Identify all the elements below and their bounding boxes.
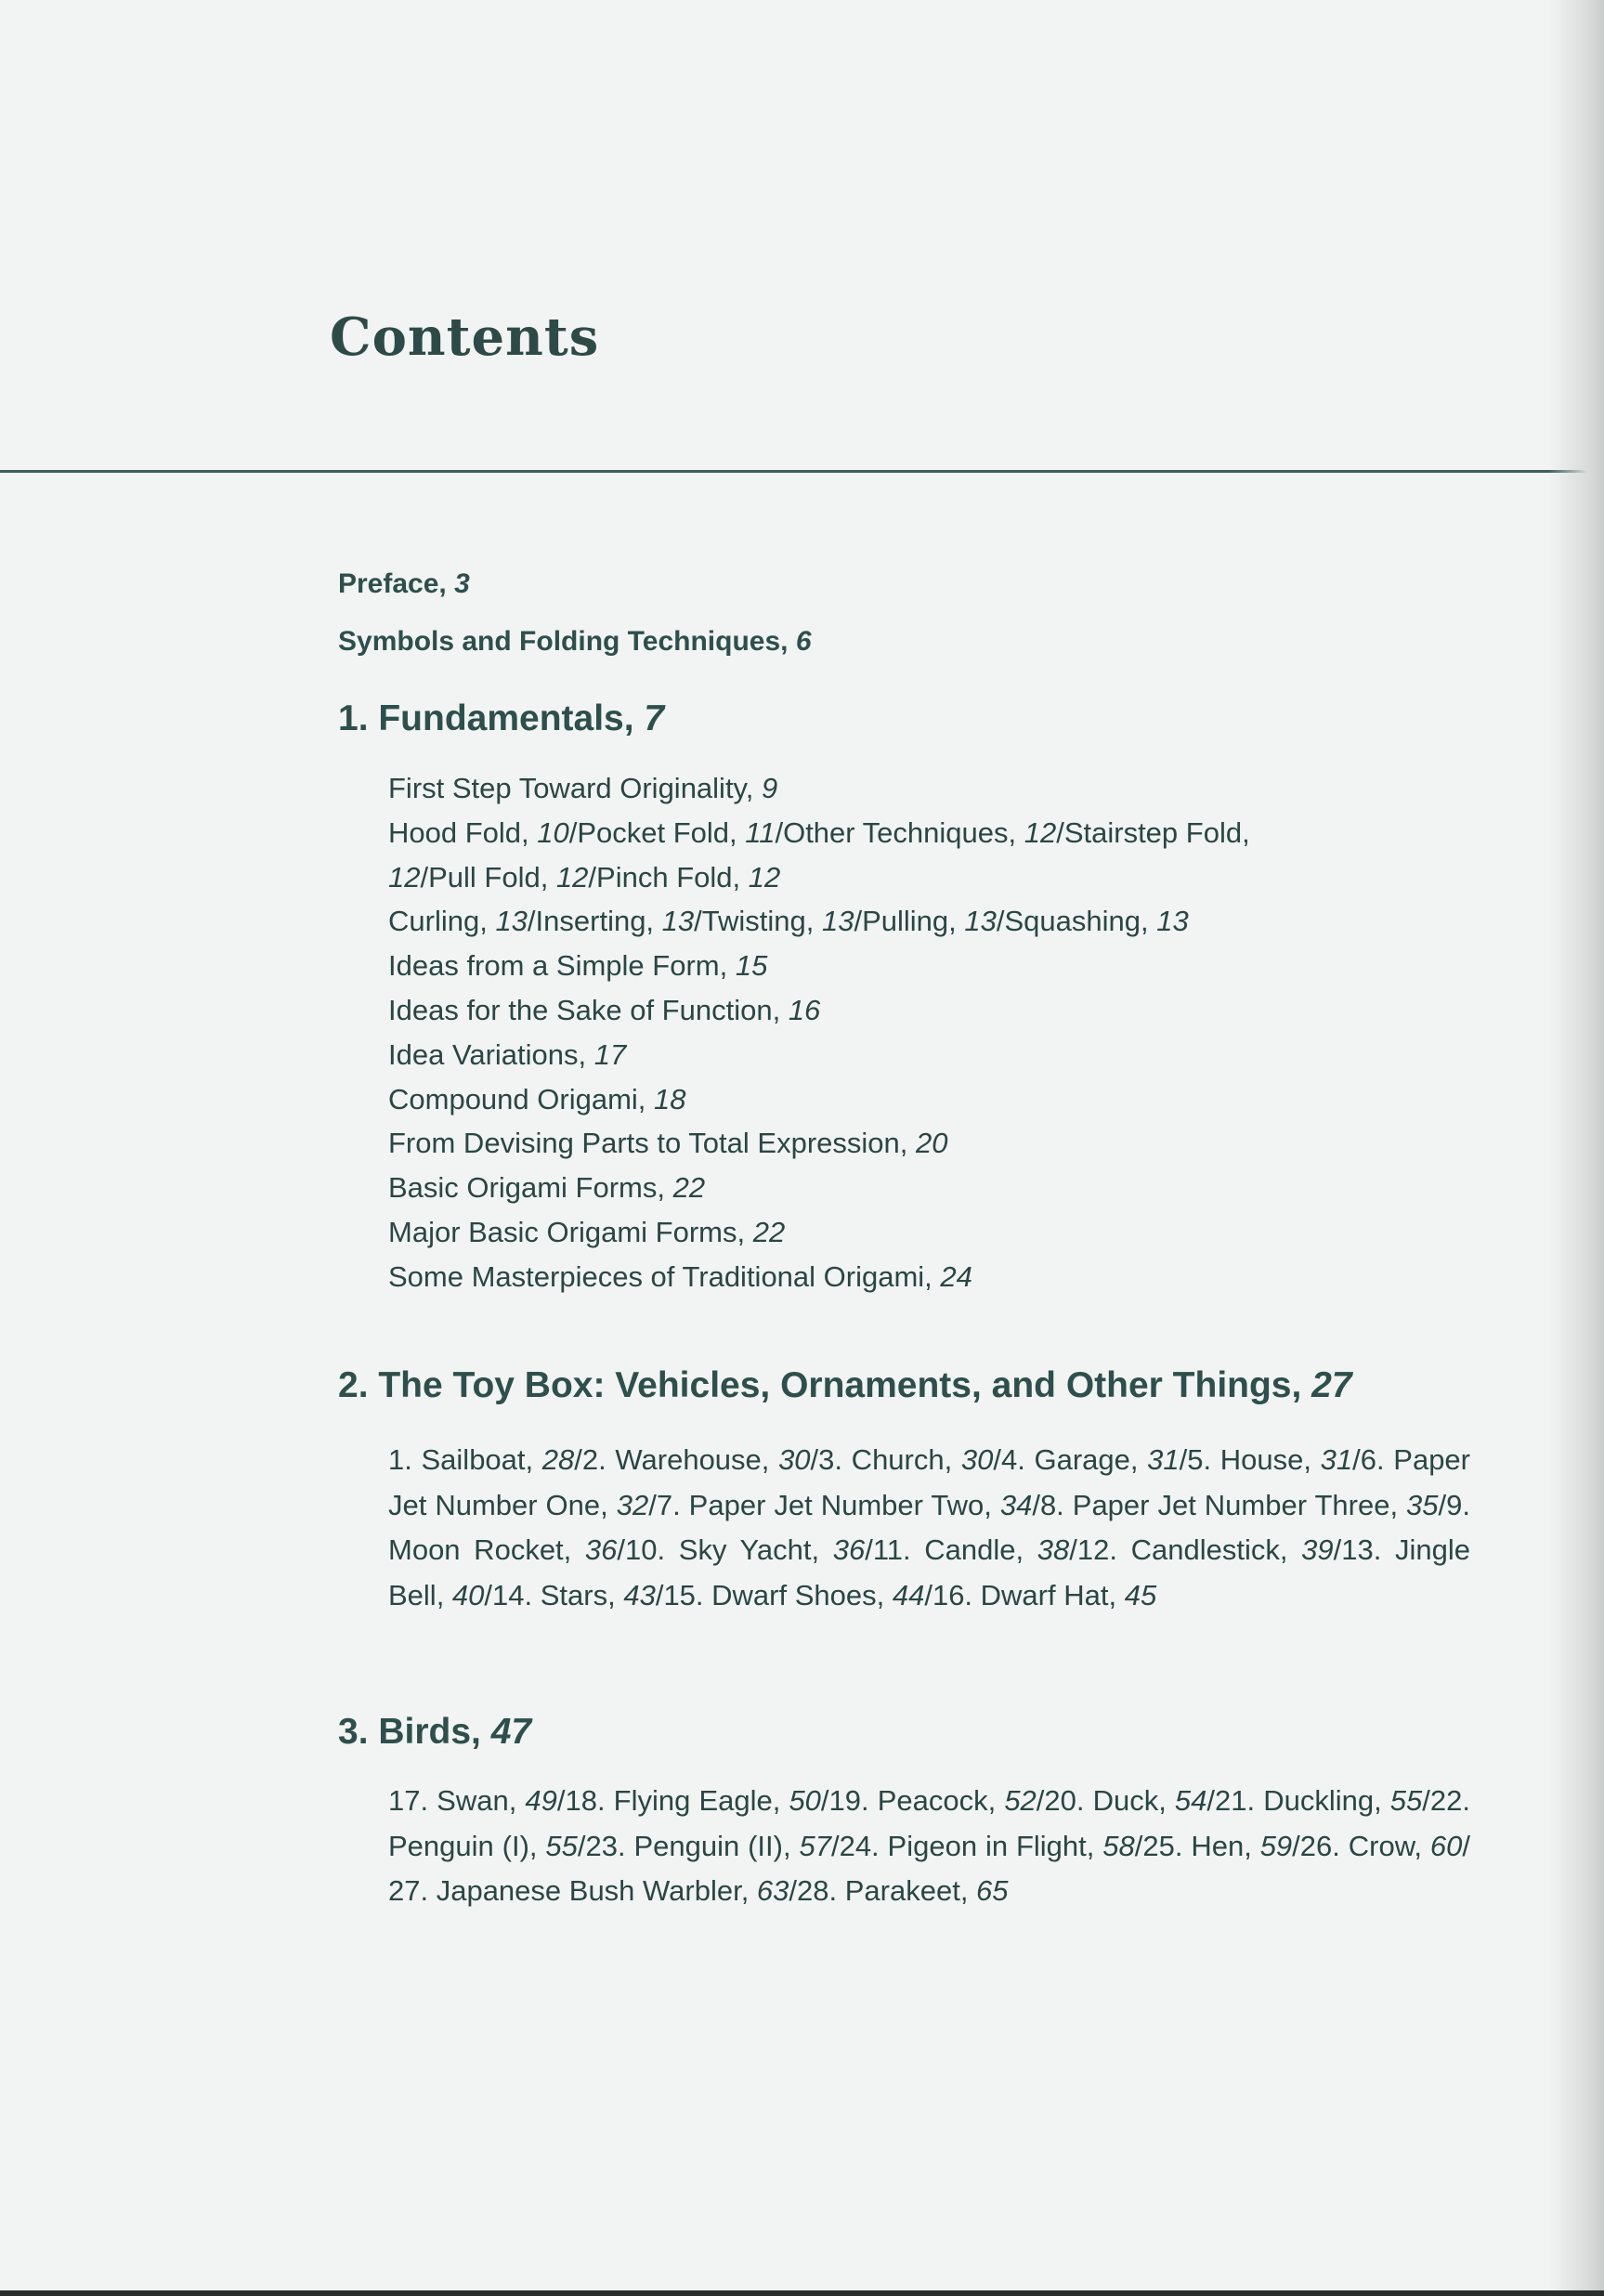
toc-line	[388, 1255, 1470, 1299]
entry-label: 8. Paper Jet Number Three,	[1039, 1488, 1407, 1521]
page-number: 35	[1406, 1488, 1439, 1521]
toc-line	[388, 1210, 1470, 1255]
page-number: 65	[976, 1874, 1009, 1907]
page-number: 45	[1124, 1578, 1157, 1611]
entry-label: /Squashing,	[996, 905, 1157, 938]
entry-label: 16. Dwarf Hat,	[932, 1578, 1125, 1611]
page-number: 30	[778, 1443, 811, 1476]
page-number: 36	[832, 1533, 866, 1566]
page-number: 57	[799, 1829, 831, 1862]
page-number: 32	[616, 1488, 649, 1521]
entry-label: From Devising Parts to Total Expression,	[388, 1127, 916, 1160]
page-number: 6	[795, 626, 812, 657]
entry-label: /Other Techniques,	[775, 815, 1024, 849]
entry-label: /Pocket Fold,	[568, 815, 746, 849]
page-number: 11	[745, 815, 776, 849]
entry-label: 3. Church,	[818, 1443, 961, 1476]
page-title: Contents	[330, 307, 600, 368]
section-heading-fundamentals	[338, 698, 664, 739]
entry-label: 1. Sailboat,	[388, 1443, 542, 1476]
front-matter	[338, 555, 1490, 671]
entry-label: 6. Paper Jet Number One,	[388, 1443, 1470, 1521]
page-number: 22	[672, 1171, 706, 1205]
page-number: 50	[789, 1784, 821, 1817]
entry-label: 23. Penguin (II),	[585, 1829, 800, 1862]
entry-label: Basic Origami Forms,	[388, 1171, 673, 1205]
section-heading-birds	[338, 1712, 531, 1753]
toc-entry-symbols	[338, 613, 1490, 671]
entry-label: Major Basic Origami Forms,	[388, 1215, 753, 1248]
page-number: 12	[555, 860, 589, 894]
fundamentals-list	[388, 766, 1470, 1299]
entry-label: 20. Duck,	[1044, 1784, 1175, 1817]
page-number: 12	[748, 860, 781, 894]
toc-line	[388, 1166, 1470, 1210]
entry-label: 9. Moon Rocket,	[388, 1488, 1470, 1566]
page-number: 49	[525, 1784, 557, 1817]
toc-entry-preface	[338, 555, 1490, 613]
page-number: 20	[915, 1127, 948, 1160]
page-number: 38	[1037, 1533, 1070, 1566]
entry-label: 12. Candlestick,	[1076, 1533, 1302, 1566]
page-number: 60	[1429, 1829, 1463, 1862]
entry-label: /Stairstep Fold,	[1056, 815, 1250, 849]
entry-label: 28. Parakeet,	[797, 1874, 977, 1907]
entry-label: /Inserting,	[527, 905, 662, 938]
toc-line	[388, 899, 1470, 944]
entry-label: 21. Duckling,	[1215, 1784, 1390, 1817]
entry-label: 10. Sky Yacht,	[625, 1533, 833, 1566]
page-number: 36	[584, 1533, 618, 1566]
page-number: 40	[451, 1578, 485, 1611]
entry-label: /Twisting,	[694, 905, 822, 938]
toy-box-entries: 1. Sailboat, 28/​2. Warehouse, 30/​3. Church, 30/​4. Garage, 31/​5. House, 31/​6. Paper Jet Number One, 32/​7. Paper Jet Number Two, 34/​8. Paper Jet Number Three, 35/​9. Moon Rocket, 36/​10. Sky Yacht, 36/​11. Candle, 38/​12. Candlestick, 39/​13. Jingle Bell, 40/​14. Stars, 43/​15. Dwarf Shoes, 44/​16. Dwarf Hat, 45	[388, 1443, 1470, 1611]
section-label: 2. The Toy Box: Vehicles, Ornaments, and Other Things,	[338, 1365, 1312, 1405]
section-page: 27	[1311, 1365, 1352, 1405]
title-rule	[0, 470, 1604, 473]
page-number: 39	[1301, 1533, 1334, 1566]
entry-label: 27. Japanese Bush Warbler,	[388, 1874, 757, 1907]
birds-entries: 17. Swan, 49/​18. Flying Eagle, 50/​19. Peacock, 52/​20. Duck, 54/​21. Duckling, 55/​22. Penguin (I), 55/​23. Penguin (II), 57/​24. Pigeon in Flight, 58/​25. Hen, 59/​26. Crow, 60/​27. Japanese Bush Warbler, 63/​28. Parakeet, 65	[388, 1784, 1470, 1907]
section-label: 1. Fundamentals,	[338, 698, 645, 738]
entry-label: 17. Swan,	[388, 1784, 526, 1817]
entry-label: 25. Hen,	[1142, 1829, 1260, 1862]
page-gutter-shadow	[1548, 0, 1604, 2296]
page-number: 3	[454, 568, 470, 599]
entry-label: 18. Flying Eagle,	[565, 1784, 789, 1817]
page-number: 16	[788, 993, 821, 1026]
entry-label: Some Masterpieces of Traditional Origami,	[388, 1259, 941, 1293]
page-number: 30	[960, 1443, 994, 1476]
page-number: 58	[1102, 1829, 1135, 1862]
entry-label: 26. Crow,	[1299, 1829, 1430, 1862]
page-number: 18	[654, 1082, 686, 1115]
page-number: 52	[1004, 1784, 1037, 1817]
page-number: 13	[964, 905, 997, 938]
entry-label: Curling,	[388, 905, 496, 938]
entry-label: 4. Garage,	[1000, 1443, 1148, 1476]
entry-label: 11. Candle,	[872, 1533, 1037, 1566]
entry-label: /Pull Fold,	[420, 860, 556, 894]
entry-label: Preface,	[338, 568, 455, 599]
page-number: 59	[1259, 1829, 1293, 1862]
toc-line	[388, 855, 1470, 900]
page-number: 12	[388, 860, 421, 894]
page-number: 31	[1147, 1443, 1180, 1476]
section-page: 7	[644, 698, 665, 738]
entry-label: Symbols and Folding Techniques,	[338, 626, 796, 657]
entry-label: Compound Origami,	[388, 1082, 655, 1115]
page-number: 13	[1156, 905, 1189, 938]
page-number: 54	[1174, 1784, 1207, 1817]
entry-label: 14. Stars,	[492, 1578, 624, 1611]
page-number: 22	[752, 1215, 786, 1248]
page-number: 28	[541, 1443, 575, 1476]
toc-line	[388, 811, 1470, 855]
page-number: 55	[1389, 1784, 1423, 1817]
section-heading-toy-box	[338, 1365, 1352, 1406]
section-label: 3. Birds,	[338, 1712, 491, 1752]
page-number: 13	[661, 905, 695, 938]
entry-label: 2. Warehouse,	[581, 1443, 779, 1476]
page-number: 34	[999, 1488, 1033, 1521]
page-number: 31	[1320, 1443, 1353, 1476]
page-number: 12	[1024, 815, 1057, 849]
entry-label: Ideas from a Simple Form,	[388, 949, 736, 983]
page-number: 10	[537, 815, 569, 849]
entry-label: 22. Penguin (I),	[388, 1784, 1470, 1862]
page-number: 13	[821, 905, 854, 938]
toc-line	[388, 944, 1470, 988]
entry-label: 19. Peacock,	[828, 1784, 1005, 1817]
entry-label: 15. Dwarf Shoes,	[663, 1578, 893, 1611]
entry-label: 13. Jingle Bell,	[388, 1533, 1470, 1611]
entry-label: First Step Toward Originality,	[388, 772, 762, 804]
entry-label: /Pinch Fold,	[588, 860, 749, 894]
page-number: 55	[545, 1829, 578, 1862]
page-number: 63	[756, 1874, 789, 1907]
toc-line	[388, 1077, 1470, 1122]
toc-line	[388, 1121, 1470, 1166]
page-number: 44	[892, 1578, 925, 1611]
page-number: 9	[762, 772, 778, 804]
entry-label: Ideas for the Sake of Function,	[388, 993, 789, 1026]
entry-label: 5. House,	[1187, 1443, 1321, 1476]
page-number: 24	[940, 1259, 972, 1293]
toc-line	[388, 1033, 1470, 1077]
page-number: 13	[495, 905, 528, 938]
page-number: 17	[593, 1037, 627, 1071]
entry-label: Hood Fold,	[388, 815, 538, 849]
section-page: 47	[490, 1712, 532, 1752]
entry-label: Idea Variations,	[388, 1037, 594, 1071]
page-bottom-edge	[0, 2290, 1604, 2296]
page-number: 43	[623, 1578, 656, 1611]
entry-label: 24. Pigeon in Flight,	[839, 1829, 1103, 1862]
entry-label: /Pulling,	[854, 905, 965, 938]
page-number: 15	[735, 949, 768, 983]
toc-line	[388, 988, 1470, 1033]
entry-label: 7. Paper Jet Number Two,	[656, 1488, 1000, 1521]
toc-line	[388, 766, 1470, 811]
